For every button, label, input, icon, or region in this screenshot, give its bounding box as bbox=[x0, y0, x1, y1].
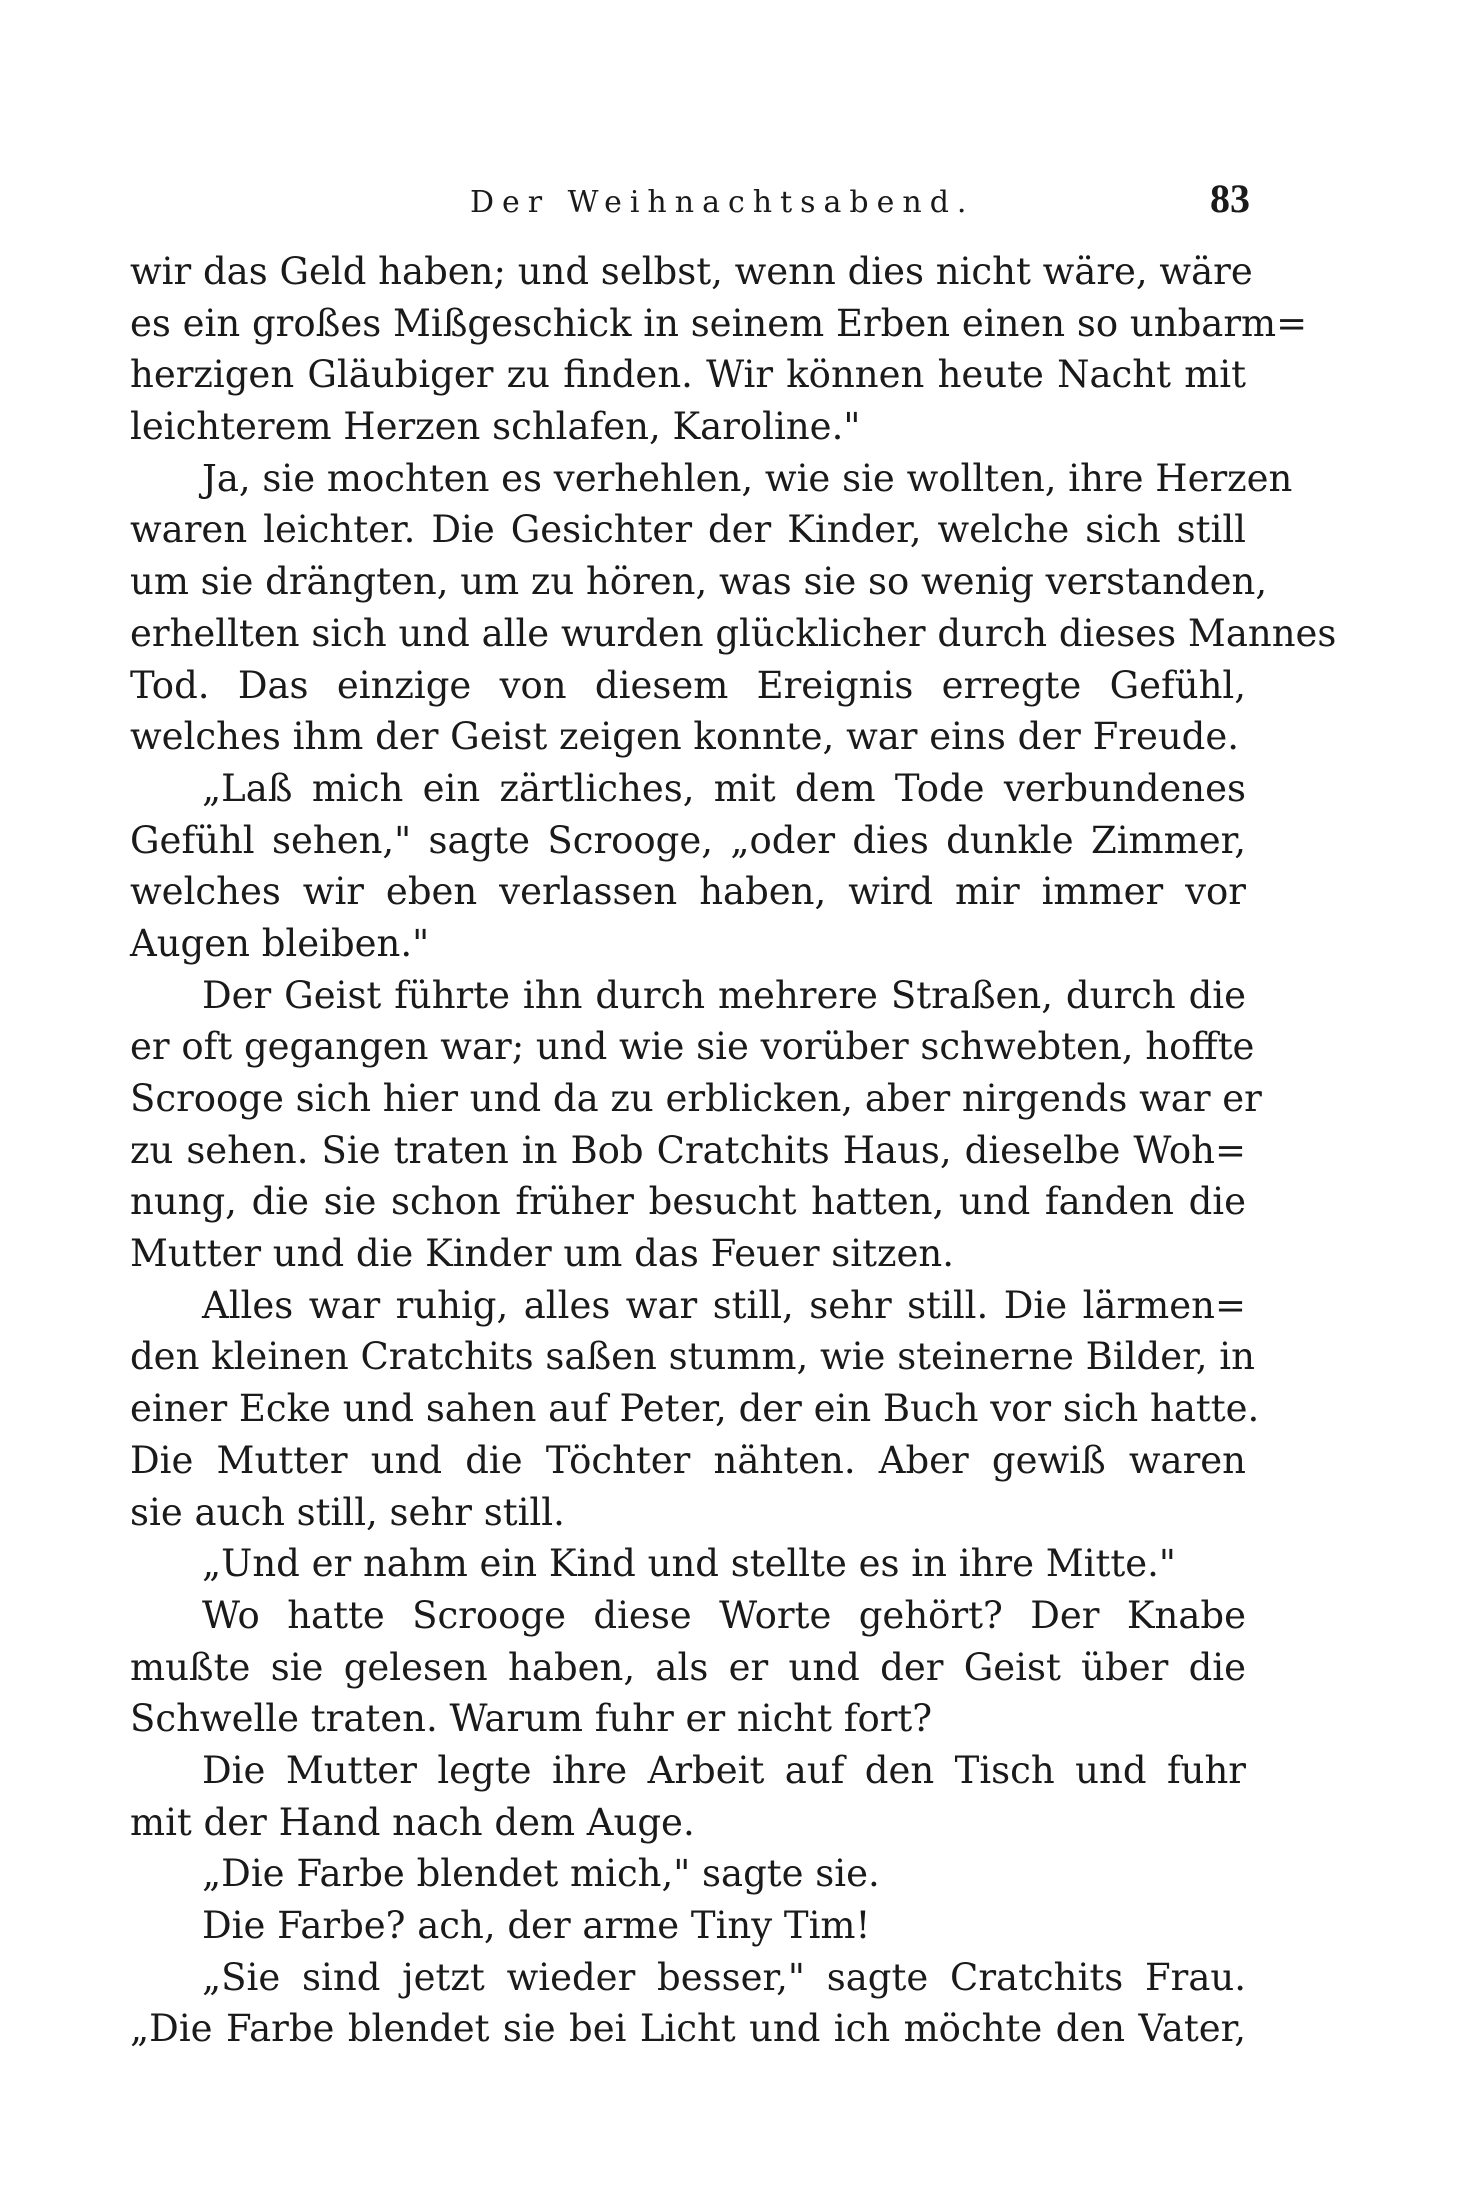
text-line: leichterem Herzen schlafen, Karoline." bbox=[130, 405, 861, 449]
body-text bbox=[130, 246, 1337, 2055]
text-line: er oft gegangen war; und wie sie vorüber schwebten, hoffte bbox=[130, 1025, 1255, 1069]
text-line: welches ihm der Geist zeigen konnte, war eins der Freude. bbox=[130, 715, 1240, 759]
text-line: einer Ecke und sahen auf Peter, der ein Buch vor sich hatte. bbox=[130, 1387, 1260, 1431]
text-line: „Laß mich ein zärtliches, mit dem Tode verbundenes bbox=[202, 766, 1246, 810]
running-title: Der Weihnachtsabend. bbox=[470, 185, 975, 220]
text-line: um sie drängten, um zu hören, was sie so wenig verstanden, bbox=[130, 560, 1268, 604]
text-line: nung, die sie schon früher besucht hatten, und fanden die bbox=[130, 1180, 1246, 1224]
text-line: Schwelle traten. Warum fuhr er nicht fort? bbox=[130, 1697, 933, 1741]
text-line: mußte sie gelesen haben, als er und der Geist über die bbox=[130, 1645, 1246, 1689]
text-line: „Und er nahm ein Kind und stellte es in ihre Mitte." bbox=[202, 1542, 1176, 1586]
text-line: Augen bleiben." bbox=[130, 921, 430, 965]
text-line: den kleinen Cratchits saßen stumm, wie steinerne Bilder, in bbox=[130, 1335, 1255, 1379]
text-line: waren leichter. Die Gesichter der Kinder, welche sich still bbox=[130, 508, 1246, 552]
text-line: mit der Hand nach dem Auge. bbox=[130, 1800, 695, 1844]
text-line: Ja, sie mochten es verhehlen, wie sie wollten, ihre Herzen bbox=[202, 456, 1293, 500]
text-line: Mutter und die Kinder um das Feuer sitzen. bbox=[130, 1232, 954, 1276]
text-line: herzigen Gläubiger zu finden. Wir können heute Nacht mit bbox=[130, 353, 1246, 397]
running-head bbox=[200, 175, 1260, 235]
text-line: es ein großes Mißgeschick in seinem Erben einen so unbarm= bbox=[130, 301, 1308, 345]
text-line: Gefühl sehen," sagte Scrooge, „oder dies dunkle Zimmer, bbox=[130, 818, 1246, 862]
text-line: „Die Farbe blendet mich," sagte sie. bbox=[202, 1852, 880, 1896]
text-line: Alles war ruhig, alles war still, sehr still. Die lärmen= bbox=[202, 1283, 1246, 1327]
text-line: erhellten sich und alle wurden glücklicher durch dieses Mannes bbox=[130, 611, 1337, 655]
text-line: Wo hatte Scrooge diese Worte gehört? Der Knabe bbox=[202, 1593, 1246, 1637]
text-line: Der Geist führte ihn durch mehrere Straßen, durch die bbox=[202, 973, 1246, 1017]
text-line: Die Mutter und die Töchter nähten. Aber gewiß waren bbox=[130, 1438, 1246, 1482]
text-line: Scrooge sich hier und da zu erblicken, aber nirgends war er bbox=[130, 1077, 1262, 1120]
text-line: Die Farbe? ach, der arme Tiny Tim! bbox=[202, 1904, 871, 1947]
text-line: „Sie sind jetzt wieder besser," sagte Cratchits Frau. bbox=[202, 1955, 1246, 1999]
text-line: sie auch still, sehr still. bbox=[130, 1490, 565, 1534]
page-number: 83 bbox=[1210, 176, 1250, 221]
text-line: welches wir eben verlassen haben, wird mir immer vor bbox=[130, 870, 1246, 914]
text-line: Tod. Das einzige von diesem Ereignis erregte Gefühl, bbox=[130, 663, 1246, 707]
text-line: zu sehen. Sie traten in Bob Cratchits Haus, dieselbe Woh= bbox=[130, 1128, 1246, 1172]
text-line: „Die Farbe blendet sie bei Licht und ich möchte den Vater, bbox=[130, 2007, 1246, 2051]
text-line: Die Mutter legte ihre Arbeit auf den Tisch und fuhr bbox=[202, 1748, 1246, 1792]
text-line: wir das Geld haben; und selbst, wenn dies nicht wäre, wäre bbox=[130, 250, 1253, 293]
